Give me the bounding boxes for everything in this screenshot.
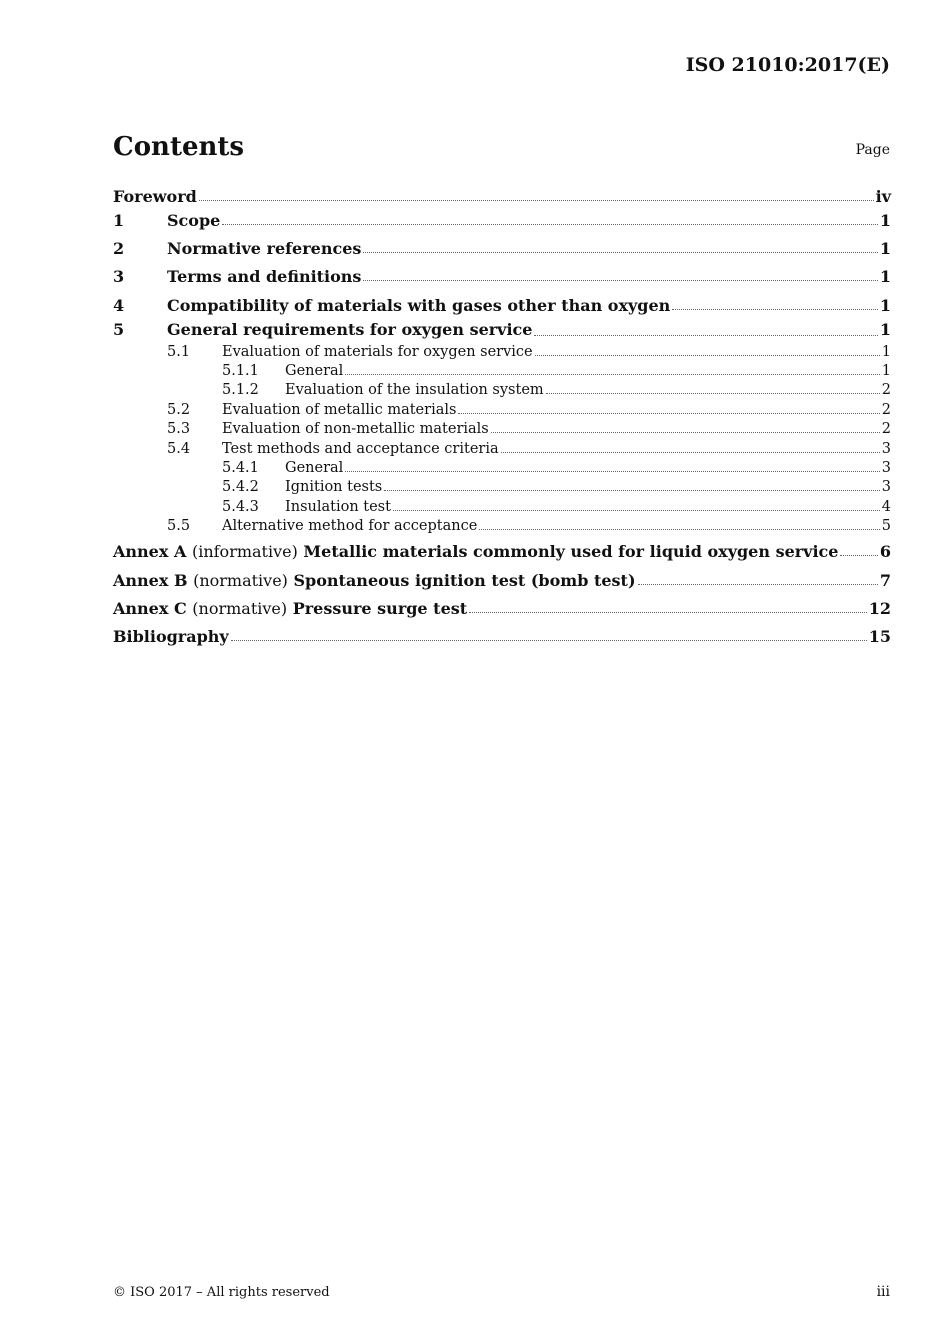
annex-type: (normative) <box>192 598 288 618</box>
toc-page: 3 <box>881 479 891 496</box>
dot-leader <box>840 555 877 556</box>
toc-page: 1 <box>879 239 891 259</box>
table-of-contents <box>113 186 891 651</box>
toc-entry-general-requirements[interactable] <box>113 320 891 344</box>
annex-prefix: Annex C <box>113 598 187 618</box>
toc-number: 5.4.2 <box>222 479 259 496</box>
toc-entry-bibliography[interactable] <box>113 623 891 651</box>
toc-entry-5-5[interactable] <box>113 518 891 537</box>
toc-entry-5-3[interactable] <box>113 421 891 440</box>
toc-page: 6 <box>879 542 891 562</box>
dot-leader <box>384 490 880 491</box>
page-column-label: Page <box>855 142 890 158</box>
toc-label: Scope <box>167 210 221 230</box>
dot-leader <box>393 510 880 511</box>
toc-number: 4 <box>113 295 125 315</box>
toc-page: 1 <box>879 319 891 339</box>
dot-leader <box>363 252 877 253</box>
toc-entry-terms-definitions[interactable] <box>113 263 891 291</box>
toc-entry-annex-b[interactable] <box>113 566 891 594</box>
annex-prefix: Annex A <box>113 542 187 562</box>
toc-label: Test methods and acceptance criteria <box>222 440 499 457</box>
toc-number: 5.1.1 <box>222 362 259 379</box>
toc-number: 5.4.3 <box>222 498 259 515</box>
annex-type: (informative) <box>191 542 298 562</box>
dot-leader <box>222 224 878 225</box>
toc-entry-5-1-2[interactable] <box>113 382 891 401</box>
toc-label: Evaluation of non-metallic materials <box>222 421 489 438</box>
dot-leader <box>345 374 879 375</box>
toc-entry-5-4-2[interactable] <box>113 479 891 498</box>
toc-number: 2 <box>113 239 125 259</box>
toc-label: General <box>285 362 344 379</box>
toc-label: Alternative method for acceptance <box>222 518 478 535</box>
dot-leader <box>501 452 880 453</box>
page-title: Contents <box>113 132 245 162</box>
toc-entry-5-4[interactable] <box>113 441 891 460</box>
toc-page: 5 <box>881 518 891 535</box>
toc-number: 5.1.2 <box>222 382 259 399</box>
toc-label <box>113 542 838 561</box>
toc-label <box>113 571 636 590</box>
document-id: ISO 21010:2017(E) <box>685 54 890 76</box>
toc-number: 5.4.1 <box>222 459 259 476</box>
toc-number: 1 <box>113 210 125 230</box>
toc-number: 5 <box>113 319 125 339</box>
toc-label <box>113 599 467 618</box>
annex-title: Metallic materials commonly used for liquid oxygen service <box>303 542 839 562</box>
annex-title: Pressure surge test <box>292 598 468 618</box>
toc-entry-5-4-1[interactable] <box>113 460 891 479</box>
page-number: iii <box>876 1284 890 1300</box>
toc-number: 5.5 <box>167 518 191 535</box>
toc-entry-scope[interactable] <box>113 206 891 234</box>
dot-leader <box>534 335 877 336</box>
toc-label: Terms and definitions <box>167 267 362 287</box>
toc-label: Bibliography <box>113 627 229 647</box>
annex-type: (normative) <box>193 570 288 590</box>
toc-page: 2 <box>881 382 891 399</box>
toc-number: 5.3 <box>167 421 191 438</box>
toc-label: Normative references <box>167 239 362 259</box>
toc-page: 2 <box>881 421 891 438</box>
toc-entry-compatibility[interactable] <box>113 291 891 319</box>
dot-leader <box>672 309 878 310</box>
toc-page: 1 <box>879 295 891 315</box>
dot-leader <box>199 200 874 201</box>
annex-prefix: Annex B <box>113 570 188 590</box>
toc-page: 2 <box>881 401 891 418</box>
toc-page: 7 <box>879 570 891 590</box>
toc-page: 3 <box>881 459 891 476</box>
toc-page: 1 <box>881 343 891 360</box>
toc-number: 3 <box>113 267 125 287</box>
toc-label: Evaluation of metallic materials <box>222 401 457 418</box>
toc-label: Insulation test <box>285 498 391 515</box>
annex-title: Spontaneous ignition test (bomb test) <box>293 570 636 590</box>
dot-leader <box>458 413 879 414</box>
dot-leader <box>363 280 877 281</box>
toc-label: Foreword <box>113 186 197 206</box>
toc-page: 4 <box>881 498 891 515</box>
dot-leader <box>231 640 867 641</box>
toc-label: General requirements for oxygen service <box>167 319 533 339</box>
toc-page: 12 <box>868 598 891 618</box>
toc-entry-5-1[interactable] <box>113 344 891 363</box>
toc-entry-5-2[interactable] <box>113 402 891 421</box>
toc-label: Compatibility of materials with gases other than oxygen <box>167 295 671 315</box>
toc-number: 5.1 <box>167 343 191 360</box>
dot-leader <box>469 612 867 613</box>
toc-page: iv <box>875 186 891 206</box>
toc-label: Evaluation of materials for oxygen service <box>222 343 533 360</box>
toc-entry-annex-a[interactable] <box>113 537 891 565</box>
toc-page: 1 <box>879 210 891 230</box>
toc-entry-normative-references[interactable] <box>113 234 891 262</box>
toc-entry-5-1-1[interactable] <box>113 363 891 382</box>
toc-page: 15 <box>868 627 891 647</box>
toc-page: 1 <box>879 267 891 287</box>
toc-page: 1 <box>881 362 891 379</box>
copyright-notice: © ISO 2017 – All rights reserved <box>113 1285 330 1300</box>
dot-leader <box>345 471 879 472</box>
dot-leader <box>535 355 880 356</box>
toc-number: 5.4 <box>167 440 191 457</box>
toc-label: Evaluation of the insulation system <box>285 382 544 399</box>
dot-leader <box>638 584 878 585</box>
toc-page: 3 <box>881 440 891 457</box>
dot-leader <box>491 432 880 433</box>
dot-leader <box>546 393 880 394</box>
toc-label: General <box>285 459 344 476</box>
toc-entry-foreword[interactable] <box>113 186 891 206</box>
toc-entry-5-4-3[interactable] <box>113 499 891 518</box>
toc-entry-annex-c[interactable] <box>113 594 891 622</box>
toc-label: Ignition tests <box>285 479 383 496</box>
dot-leader <box>479 529 879 530</box>
toc-number: 5.2 <box>167 401 191 418</box>
